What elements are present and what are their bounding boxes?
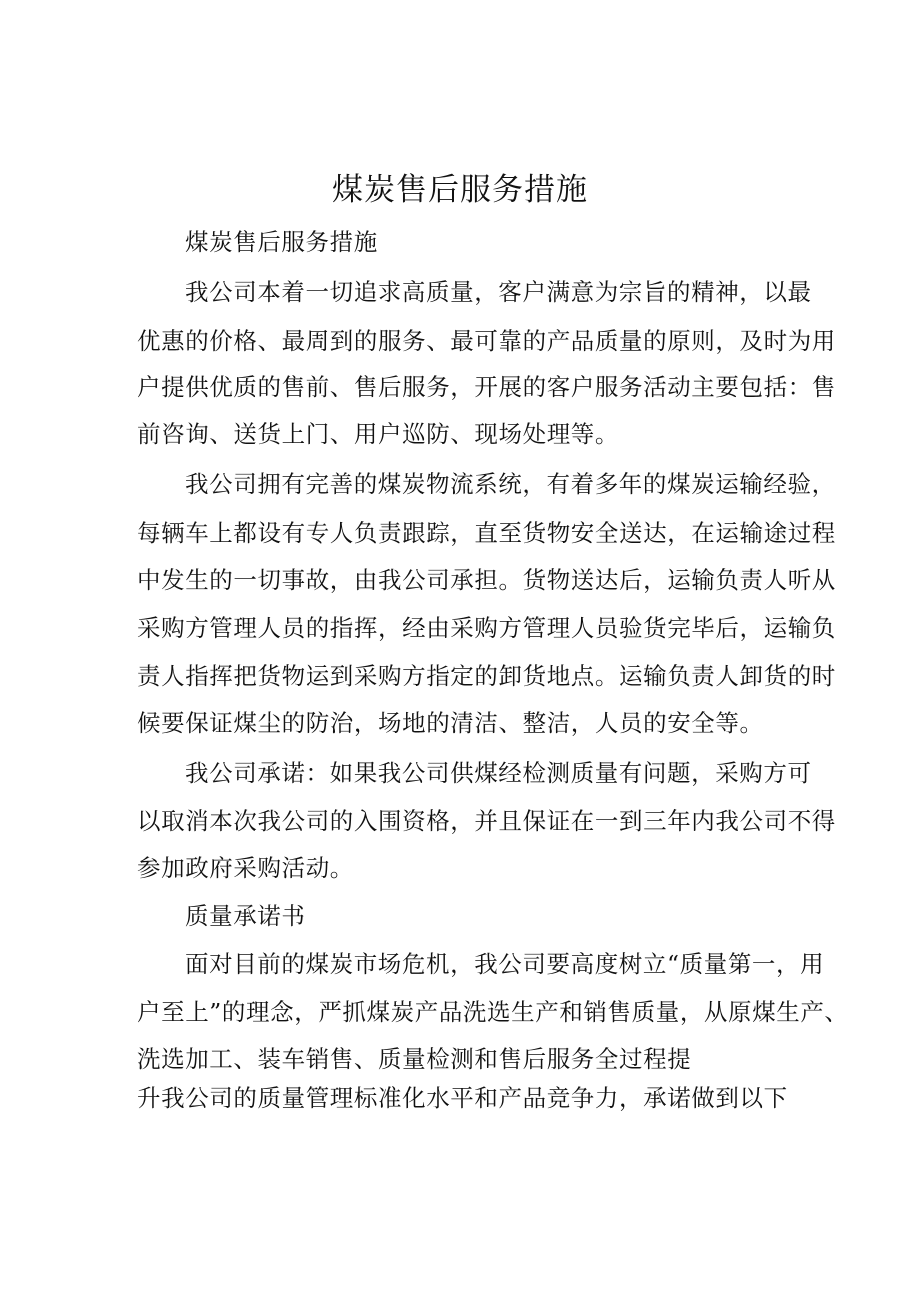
paragraph-line: 洗选加工、装车销售、质量检测和售后服务全过程提 (137, 1045, 692, 1073)
paragraph-line: 我公司拥有完善的煤炭物流系统，有着多年的煤炭运输经验， (185, 470, 836, 498)
paragraph-line: 升我公司的质量管理标准化水平和产品竞争力，承诺做到以下 (137, 1084, 788, 1112)
paragraph-line: 参加政府采购活动。 (137, 854, 354, 882)
paragraph-line: 每辆车上都设有专人负责跟踪，直至货物安全送达，在运输途过程 (137, 519, 836, 547)
document-title: 煤炭售后服务措施 (332, 172, 588, 208)
section-heading-quality: 质量承诺书 (185, 902, 306, 930)
section-heading-after-sales: 煤炭售后服务措施 (185, 228, 378, 256)
paragraph-line: 前咨询、送货上门、用户巡防、现场处理等。 (137, 420, 619, 448)
paragraph-line: 我公司承诺：如果我公司供煤经检测质量有问题，采购方可 (185, 759, 812, 787)
paragraph-line: 责人指挥把货物运到采购方指定的卸货地点。运输负责人卸货的时 (137, 662, 836, 690)
paragraph-line: 中发生的一切事故，由我公司承担。货物送达后，运输负责人听从 (137, 566, 836, 594)
paragraph-line: 户提供优质的售前、售后服务，开展的客户服务活动主要包括：售 (137, 373, 836, 401)
paragraph-line: 候要保证煤尘的防治，场地的清洁、整洁，人员的安全等。 (137, 709, 764, 737)
paragraph-line: 户至上”的理念，严抓煤炭产品洗选生产和销售质量，从原煤生产、 (137, 998, 849, 1026)
paragraph-line: 采购方管理人员的指挥，经由采购方管理人员验货完毕后，运输负 (137, 614, 836, 642)
paragraph-line: 我公司本着一切追求高质量，客户满意为宗旨的精神，以最 (185, 278, 812, 306)
paragraph-line: 优惠的价格、最周到的服务、最可靠的产品质量的原则，及时为用 (137, 327, 836, 355)
paragraph-line: 面对目前的煤炭市场危机，我公司要高度树立“质量第一，用 (185, 950, 825, 978)
paragraph-line: 以取消本次我公司的入围资格，并且保证在一到三年内我公司不得 (137, 807, 836, 835)
